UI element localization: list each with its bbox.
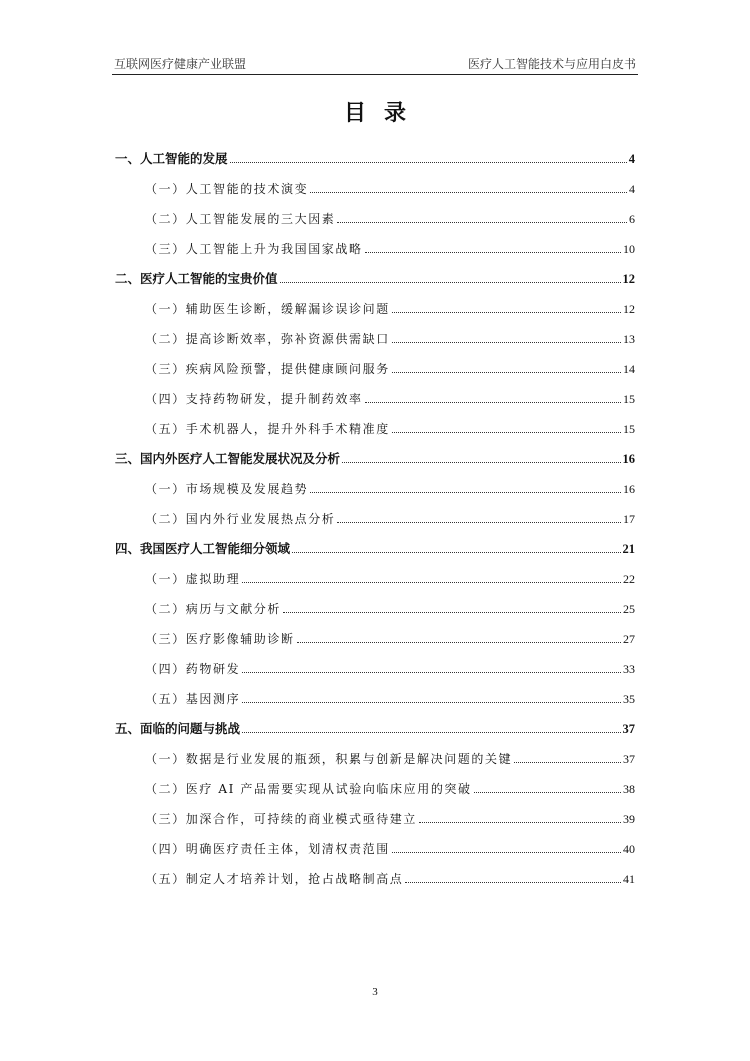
toc-entry-page: 15 (623, 422, 635, 436)
toc-chapter-entry[interactable] (115, 527, 635, 557)
toc-section-entry[interactable] (115, 407, 635, 437)
toc-entry-label: （一）虚拟助理 (145, 572, 241, 586)
dot-leader (392, 851, 621, 853)
dot-leader (365, 401, 621, 403)
dot-leader (310, 491, 621, 493)
toc-entry-page: 4 (629, 182, 635, 196)
toc-entry-label: （二）国内外行业发展热点分析 (145, 512, 336, 526)
dot-leader (292, 551, 620, 553)
toc-entry-page: 17 (623, 512, 635, 526)
dot-leader (419, 821, 621, 823)
dot-leader (514, 761, 621, 763)
toc-entry-page: 27 (623, 632, 635, 646)
toc-section-entry[interactable] (115, 827, 635, 857)
toc-entry-label: （三）疾病风险预警，提供健康顾问服务 (145, 362, 390, 376)
toc-chapter-entry[interactable] (115, 137, 635, 167)
dot-leader (242, 581, 621, 583)
toc-entry-label: （二）医疗 AI 产品需要实现从试验向临床应用的突破 (145, 782, 472, 796)
dot-leader (365, 251, 621, 253)
dot-leader (230, 161, 627, 163)
toc-entry-page: 22 (623, 572, 635, 586)
toc-section-entry[interactable] (115, 227, 635, 257)
toc-section-entry[interactable] (115, 317, 635, 347)
toc-entry-page: 16 (623, 482, 635, 496)
dot-leader (283, 611, 621, 613)
dot-leader (392, 341, 621, 343)
toc-entry-page: 14 (623, 362, 635, 376)
toc-entry-page: 6 (629, 212, 635, 226)
toc-section-entry[interactable] (115, 287, 635, 317)
toc-entry-label: （五）基因测序 (145, 692, 241, 706)
dot-leader (405, 881, 621, 883)
toc-section-entry[interactable] (115, 797, 635, 827)
toc-section-entry[interactable] (115, 587, 635, 617)
header-organization: 互联网医疗健康产业联盟 (114, 57, 247, 71)
page-header (112, 52, 638, 75)
toc-entry-page: 10 (623, 242, 635, 256)
toc-entry-label: 四、我国医疗人工智能细分领域 (115, 541, 291, 556)
toc-entry-label: （三）加深合作，可持续的商业模式亟待建立 (145, 812, 418, 826)
toc-section-entry[interactable] (115, 167, 635, 197)
toc-entry-page: 12 (623, 302, 635, 316)
toc-entry-page: 37 (622, 722, 635, 736)
toc-entry-label: （四）明确医疗责任主体，划清权责范围 (145, 842, 390, 856)
toc-entry-label: （五）制定人才培养计划，抢占战略制高点 (145, 872, 404, 886)
toc-entry-page: 21 (622, 542, 635, 556)
toc-entry-page: 16 (622, 452, 635, 466)
toc-section-entry[interactable] (115, 647, 635, 677)
toc-entry-page: 33 (623, 662, 635, 676)
page-number: 3 (372, 986, 378, 998)
toc-chapter-entry[interactable] (115, 257, 635, 287)
dot-leader (342, 461, 620, 463)
dot-leader (310, 191, 627, 193)
toc-entry-label: 二、医疗人工智能的宝贵价值 (115, 271, 278, 286)
toc-entry-page: 37 (623, 752, 635, 766)
toc-entry-page: 15 (623, 392, 635, 406)
dot-leader (392, 431, 621, 433)
toc-entry-page: 38 (623, 782, 635, 796)
header-document-title: 医疗人工智能技术与应用白皮书 (467, 57, 636, 71)
toc-entry-page: 41 (623, 872, 635, 886)
dot-leader (337, 221, 627, 223)
dot-leader (392, 371, 621, 373)
dot-leader (242, 671, 621, 673)
dot-leader (242, 731, 620, 733)
toc-entry-label: （一）市场规模及发展趋势 (145, 482, 309, 496)
dot-leader (297, 641, 621, 643)
toc-section-entry[interactable] (115, 677, 635, 707)
toc-section-entry[interactable] (115, 347, 635, 377)
dot-leader (392, 311, 621, 313)
toc-chapter-entry[interactable] (115, 707, 635, 737)
toc-entry-label: （二）病历与文献分析 (145, 602, 282, 616)
toc-entry-label: （一）人工智能的技术演变 (145, 182, 309, 196)
toc-entry-page: 40 (623, 842, 635, 856)
toc-entry-label: 三、国内外医疗人工智能发展状况及分析 (115, 451, 341, 466)
dot-leader (242, 701, 621, 703)
toc-section-entry[interactable] (115, 377, 635, 407)
toc-entry-label: （三）医疗影像辅助诊断 (145, 632, 295, 646)
toc-title: 目录 (343, 100, 424, 126)
toc-entry-label: （二）提高诊断效率，弥补资源供需缺口 (145, 332, 390, 346)
toc-entry-label: （五）手术机器人，提升外科手术精准度 (145, 422, 390, 436)
toc-section-entry[interactable] (115, 737, 635, 767)
toc-entry-label: （一）数据是行业发展的瓶颈，积累与创新是解决问题的关键 (145, 752, 513, 766)
toc-section-entry[interactable] (115, 857, 635, 887)
dot-leader (280, 281, 621, 283)
toc-entry-label: （四）药物研发 (145, 662, 241, 676)
toc-section-entry[interactable] (115, 197, 635, 227)
toc-section-entry[interactable] (115, 467, 635, 497)
toc-entry-label: （三）人工智能上升为我国国家战略 (145, 242, 363, 256)
dot-leader (337, 521, 621, 523)
toc-section-entry[interactable] (115, 767, 635, 797)
toc-entry-page: 4 (628, 152, 635, 166)
toc-section-entry[interactable] (115, 497, 635, 527)
toc-entry-page: 39 (623, 812, 635, 826)
toc-entry-page: 35 (623, 692, 635, 706)
toc-entry-label: （四）支持药物研发，提升制药效率 (145, 392, 363, 406)
toc-entry-page: 13 (623, 332, 635, 346)
dot-leader (474, 791, 621, 793)
toc-section-entry[interactable] (115, 557, 635, 587)
toc-section-entry[interactable] (115, 617, 635, 647)
toc-chapter-entry[interactable] (115, 437, 635, 467)
toc-entry-label: （二）人工智能发展的三大因素 (145, 212, 336, 226)
toc-entry-page: 25 (623, 602, 635, 616)
toc-entry-label: 一、人工智能的发展 (115, 151, 228, 166)
toc-entry-page: 12 (622, 272, 635, 286)
toc-entry-label: 五、面临的问题与挑战 (115, 721, 241, 736)
table-of-contents (115, 137, 635, 887)
toc-entry-label: （一）辅助医生诊断，缓解漏诊误诊问题 (145, 302, 390, 316)
